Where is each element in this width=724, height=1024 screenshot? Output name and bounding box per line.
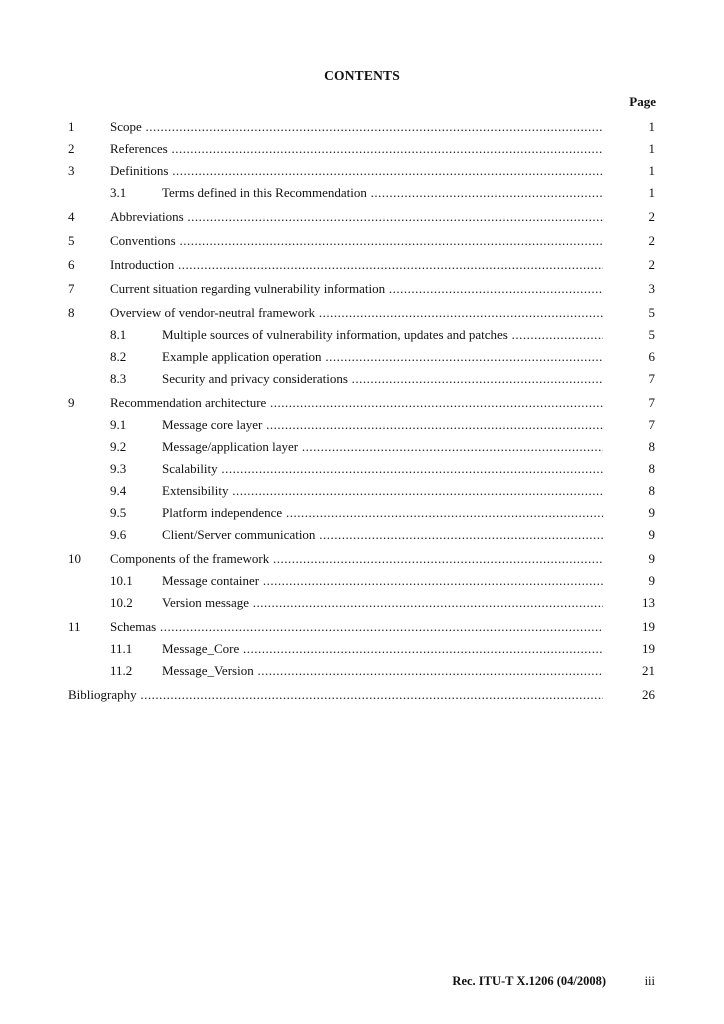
toc-entry-1[interactable] <box>0 116 724 138</box>
toc-number: 10 <box>68 551 81 566</box>
toc-label: Extensibility ..... <box>162 480 603 502</box>
toc-number: 9.5 <box>110 505 127 520</box>
toc-number: 9 <box>68 395 75 410</box>
toc-page: 9 <box>648 551 655 566</box>
toc-page: 2 <box>648 209 655 224</box>
toc-page: 13 <box>642 595 655 610</box>
toc-entry-10-2[interactable] <box>0 592 724 614</box>
toc-entry-8[interactable] <box>0 302 724 324</box>
toc-number: 8.3 <box>110 371 127 386</box>
toc-number: 8.2 <box>110 349 127 364</box>
toc-page: 6 <box>648 349 655 364</box>
toc-entry-5[interactable] <box>0 230 724 252</box>
toc-page: 26 <box>642 687 655 702</box>
toc-label: Message core layer ..... <box>162 414 603 436</box>
toc-label: Schemas ..... <box>110 616 603 638</box>
toc-label: Overview of vendor-neutral framework ..... <box>110 302 603 324</box>
toc-entry-3[interactable] <box>0 160 724 182</box>
toc-entry-9-2[interactable] <box>0 436 724 458</box>
toc-number: 10.1 <box>110 573 133 588</box>
toc-page: 8 <box>648 483 655 498</box>
toc-label: Recommendation architecture ..... <box>110 392 603 414</box>
toc-label: Multiple sources of vulnerability information, updates and patches ..... <box>162 324 603 346</box>
toc-page: 8 <box>648 461 655 476</box>
toc-label: Introduction ..... <box>110 254 603 276</box>
toc-label: Scalability ..... <box>162 458 603 480</box>
toc-number: 9.2 <box>110 439 127 454</box>
toc-entry-3-1[interactable] <box>0 182 724 204</box>
toc-label: Bibliography ..... <box>68 684 603 706</box>
toc-page: 7 <box>648 395 655 410</box>
toc-label: Scope ..... <box>110 116 603 138</box>
toc-entry-9[interactable] <box>0 392 724 414</box>
toc-page: 8 <box>648 439 655 454</box>
toc-entry-8-3[interactable] <box>0 368 724 390</box>
page-column-header: Page <box>629 94 656 109</box>
toc-page: 1 <box>648 185 655 200</box>
toc-number: 11.1 <box>110 641 133 656</box>
toc-number: 1 <box>68 119 75 134</box>
toc-page: 19 <box>642 619 655 634</box>
toc-number: 8 <box>68 305 75 320</box>
toc-label: Components of the framework ..... <box>110 548 603 570</box>
toc-entry-bibliography[interactable] <box>0 684 724 706</box>
toc-page: 5 <box>648 305 655 320</box>
toc-label: Definitions ..... <box>110 160 603 182</box>
toc-number: 9.1 <box>110 417 127 432</box>
toc-label: Security and privacy considerations ..... <box>162 368 603 390</box>
toc-entry-2[interactable] <box>0 138 724 160</box>
toc-page: 1 <box>648 119 655 134</box>
toc-label: Example application operation ..... <box>162 346 603 368</box>
toc-entry-11-2[interactable] <box>0 660 724 682</box>
toc-label: Terms defined in this Recommendation ..... <box>162 182 603 204</box>
toc-page: 3 <box>648 281 655 296</box>
toc-page: 2 <box>648 257 655 272</box>
toc-number: 9.4 <box>110 483 127 498</box>
toc-label: Abbreviations ..... <box>110 206 603 228</box>
toc-number: 11.2 <box>110 663 133 678</box>
toc-number: 7 <box>68 281 75 296</box>
toc-entry-8-1[interactable] <box>0 324 724 346</box>
toc-page: 9 <box>648 505 655 520</box>
toc-entry-9-4[interactable] <box>0 480 724 502</box>
toc-label: Message_Version ..... <box>162 660 603 682</box>
toc-number: 11 <box>68 619 81 634</box>
toc-label: References ..... <box>110 138 603 160</box>
toc-number: 10.2 <box>110 595 133 610</box>
toc-entry-9-6[interactable] <box>0 524 724 546</box>
toc-entry-9-3[interactable] <box>0 458 724 480</box>
toc-entry-8-2[interactable] <box>0 346 724 368</box>
toc-number: 6 <box>68 257 75 272</box>
toc-label: Message container ..... <box>162 570 603 592</box>
toc-number: 2 <box>68 141 75 156</box>
toc-number: 9.6 <box>110 527 127 542</box>
toc-page: 5 <box>648 327 655 342</box>
toc-page: 9 <box>648 527 655 542</box>
toc-page: 1 <box>648 141 655 156</box>
toc-page: 7 <box>648 371 655 386</box>
page-title: CONTENTS <box>324 68 400 83</box>
toc-number: 4 <box>68 209 75 224</box>
toc-number: 5 <box>68 233 75 248</box>
footer-page-number: iii <box>644 974 655 988</box>
toc-number: 3 <box>68 163 75 178</box>
toc-entry-9-1[interactable] <box>0 414 724 436</box>
toc-label: Platform independence ..... <box>162 502 603 524</box>
toc-entry-11-1[interactable] <box>0 638 724 660</box>
toc-entry-9-5[interactable] <box>0 502 724 524</box>
toc-label: Message/application layer ..... <box>162 436 603 458</box>
toc-label: Conventions ..... <box>110 230 603 252</box>
toc-entry-4[interactable] <box>0 206 724 228</box>
toc-number: 8.1 <box>110 327 127 342</box>
toc-page: 1 <box>648 163 655 178</box>
toc-page: 19 <box>642 641 655 656</box>
toc-page: 2 <box>648 233 655 248</box>
footer-reference: Rec. ITU-T X.1206 (04/2008) <box>452 974 606 988</box>
toc-label: Client/Server communication ..... <box>162 524 603 546</box>
toc-page: 7 <box>648 417 655 432</box>
toc-entry-7[interactable] <box>0 278 724 300</box>
toc-entry-10-1[interactable] <box>0 570 724 592</box>
toc-page: 21 <box>642 663 655 678</box>
toc-entry-11[interactable] <box>0 616 724 638</box>
toc-label: Version message ..... <box>162 592 603 614</box>
table-of-contents <box>0 116 724 706</box>
toc-entry-6[interactable] <box>0 254 724 276</box>
toc-entry-10[interactable] <box>0 548 724 570</box>
toc-label: Message_Core ..... <box>162 638 603 660</box>
toc-number: 9.3 <box>110 461 127 476</box>
toc-label: Current situation regarding vulnerability information ..... <box>110 278 603 300</box>
toc-number: 3.1 <box>110 185 127 200</box>
toc-page: 9 <box>648 573 655 588</box>
